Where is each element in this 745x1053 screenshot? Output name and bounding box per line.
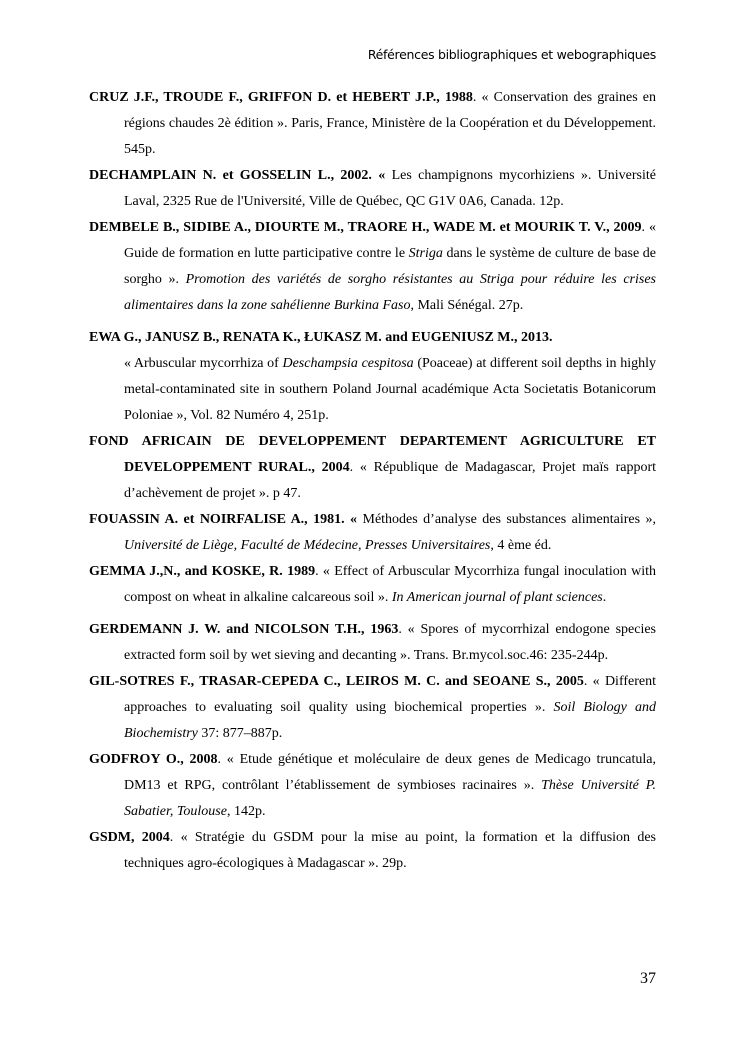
reference-authors: EWA G., JANUSZ B., RENATA K., ŁUKASZ M. and EUGENIUSZ M., 2013. bbox=[89, 330, 553, 345]
reference-text: , Mali Sénégal. 27p. bbox=[410, 298, 524, 313]
reference-text: « Arbuscular mycorrhiza of bbox=[124, 356, 283, 371]
reference-italic: Soil Biology and Biochemistry bbox=[124, 700, 657, 741]
reference-authors: CRUZ J.F., TROUDE F., GRIFFON D. et HEBERT J.P., 1988 bbox=[89, 90, 473, 105]
reference-text: . « Conservation des graines en régions chaudes 2è édition ». Paris, France, Ministère de la Coopération et du Développement. 545p. bbox=[124, 90, 656, 157]
reference-italic: In American journal of plant sciences bbox=[391, 590, 603, 605]
page-header: Références bibliographiques et webographiques bbox=[367, 47, 656, 62]
reference-italic: Promotion des variétés de sorgho résistantes au Striga pour réduire les crises alimentaires dans la zone sahélienne Burkina Faso bbox=[124, 272, 656, 313]
reference-text: . « Different approaches to evaluating soil quality using biochemical properties ». bbox=[124, 674, 657, 715]
reference-authors: GODFROY O., 2008 bbox=[89, 752, 218, 767]
reference-authors: DEMBELE B., SIDIBE A., DIOURTE M., TRAORE H., WADE M. et MOURIK T. V., 2009 bbox=[89, 220, 642, 235]
reference-authors: FOUASSIN A. et NOIRFALISE A., 1981. « bbox=[89, 512, 358, 527]
reference-text: . « Etude génétique et moléculaire de deux genes de Medicago truncatula, DM13 et RPG, contrôlant l’établissement de symbioses racinaires ». bbox=[124, 752, 656, 793]
reference-entry bbox=[89, 559, 656, 611]
reference-text: . « Spores of mycorrhizal endogone species extracted form soil by wet sieving and decanting ». Trans. Br.mycol.soc.46: 235-244p. bbox=[124, 622, 656, 663]
reference-italic: Thèse Université P. Sabatier, Toulouse bbox=[124, 778, 656, 819]
reference-authors: GERDEMANN J. W. and NICOLSON T.H., 1963 bbox=[89, 622, 399, 637]
reference-text: dans le système de culture de base de sorgho ». bbox=[124, 246, 656, 287]
reference-list bbox=[89, 85, 656, 877]
reference-text: Les champignons mycorhiziens ». Université Laval, 2325 Rue de l'Université, Ville de Québec, QC G1V 0A6, Canada. 12p. bbox=[124, 168, 656, 209]
reference-entry bbox=[89, 215, 656, 319]
reference-entry bbox=[89, 747, 656, 825]
reference-entry bbox=[89, 325, 656, 429]
reference-entry bbox=[89, 825, 656, 877]
reference-text: , 4 ème éd. bbox=[490, 538, 552, 553]
reference-text: . bbox=[602, 590, 607, 605]
reference-italic: Striga bbox=[408, 246, 443, 261]
reference-text: Méthodes d’analyse des substances alimentaires », bbox=[357, 512, 656, 527]
reference-entry bbox=[89, 85, 656, 163]
page-number: 37 bbox=[640, 970, 656, 987]
reference-text: . « Effect of Arbuscular Mycorrhiza fungal inoculation with compost on wheat in alkaline calcareous soil ». bbox=[124, 564, 656, 605]
reference-entry bbox=[89, 617, 656, 669]
reference-authors: FOND AFRICAIN DE DEVELOPPEMENT DEPARTEMENT AGRICULTURE ET DEVELOPPEMENT RURAL., 2004 bbox=[89, 434, 656, 475]
reference-authors: DECHAMPLAIN N. et GOSSELIN L., 2002. « bbox=[89, 168, 386, 183]
reference-text: . « République de Madagascar, Projet maïs rapport d’achèvement de projet ». p 47. bbox=[124, 460, 657, 501]
reference-authors: GIL-SOTRES F., TRASAR-CEPEDA C., LEIROS M. C. and SEOANE S., 2005 bbox=[89, 674, 584, 689]
reference-entry bbox=[89, 163, 656, 215]
reference-text: (Poaceae) at different soil depths in highly metal-contaminated site in southern Poland Journal académique Acta Societatis Botanicorum Poloniae », Vol. 82 Numéro 4, 251p. bbox=[124, 356, 656, 423]
reference-text: . « Guide de formation en lutte participative contre le bbox=[124, 220, 656, 261]
reference-authors: GEMMA J.,N., and KOSKE, R. 1989 bbox=[89, 564, 316, 579]
reference-entry bbox=[89, 429, 656, 507]
reference-entry bbox=[89, 507, 656, 559]
reference-authors: GSDM, 2004 bbox=[89, 830, 170, 845]
reference-italic: Deschampsia cespitosa bbox=[282, 356, 414, 371]
reference-italic: Université de Liège, Faculté de Médecine, Presses Universitaires bbox=[124, 538, 491, 553]
reference-text: . « Stratégie du GSDM pour la mise au point, la formation et la diffusion des techniques agro-écologiques à Madagascar ». 29p. bbox=[124, 830, 656, 871]
reference-entry bbox=[89, 669, 656, 747]
reference-text: 37: 877–887p. bbox=[197, 726, 283, 741]
reference-text: , 142p. bbox=[226, 804, 266, 819]
